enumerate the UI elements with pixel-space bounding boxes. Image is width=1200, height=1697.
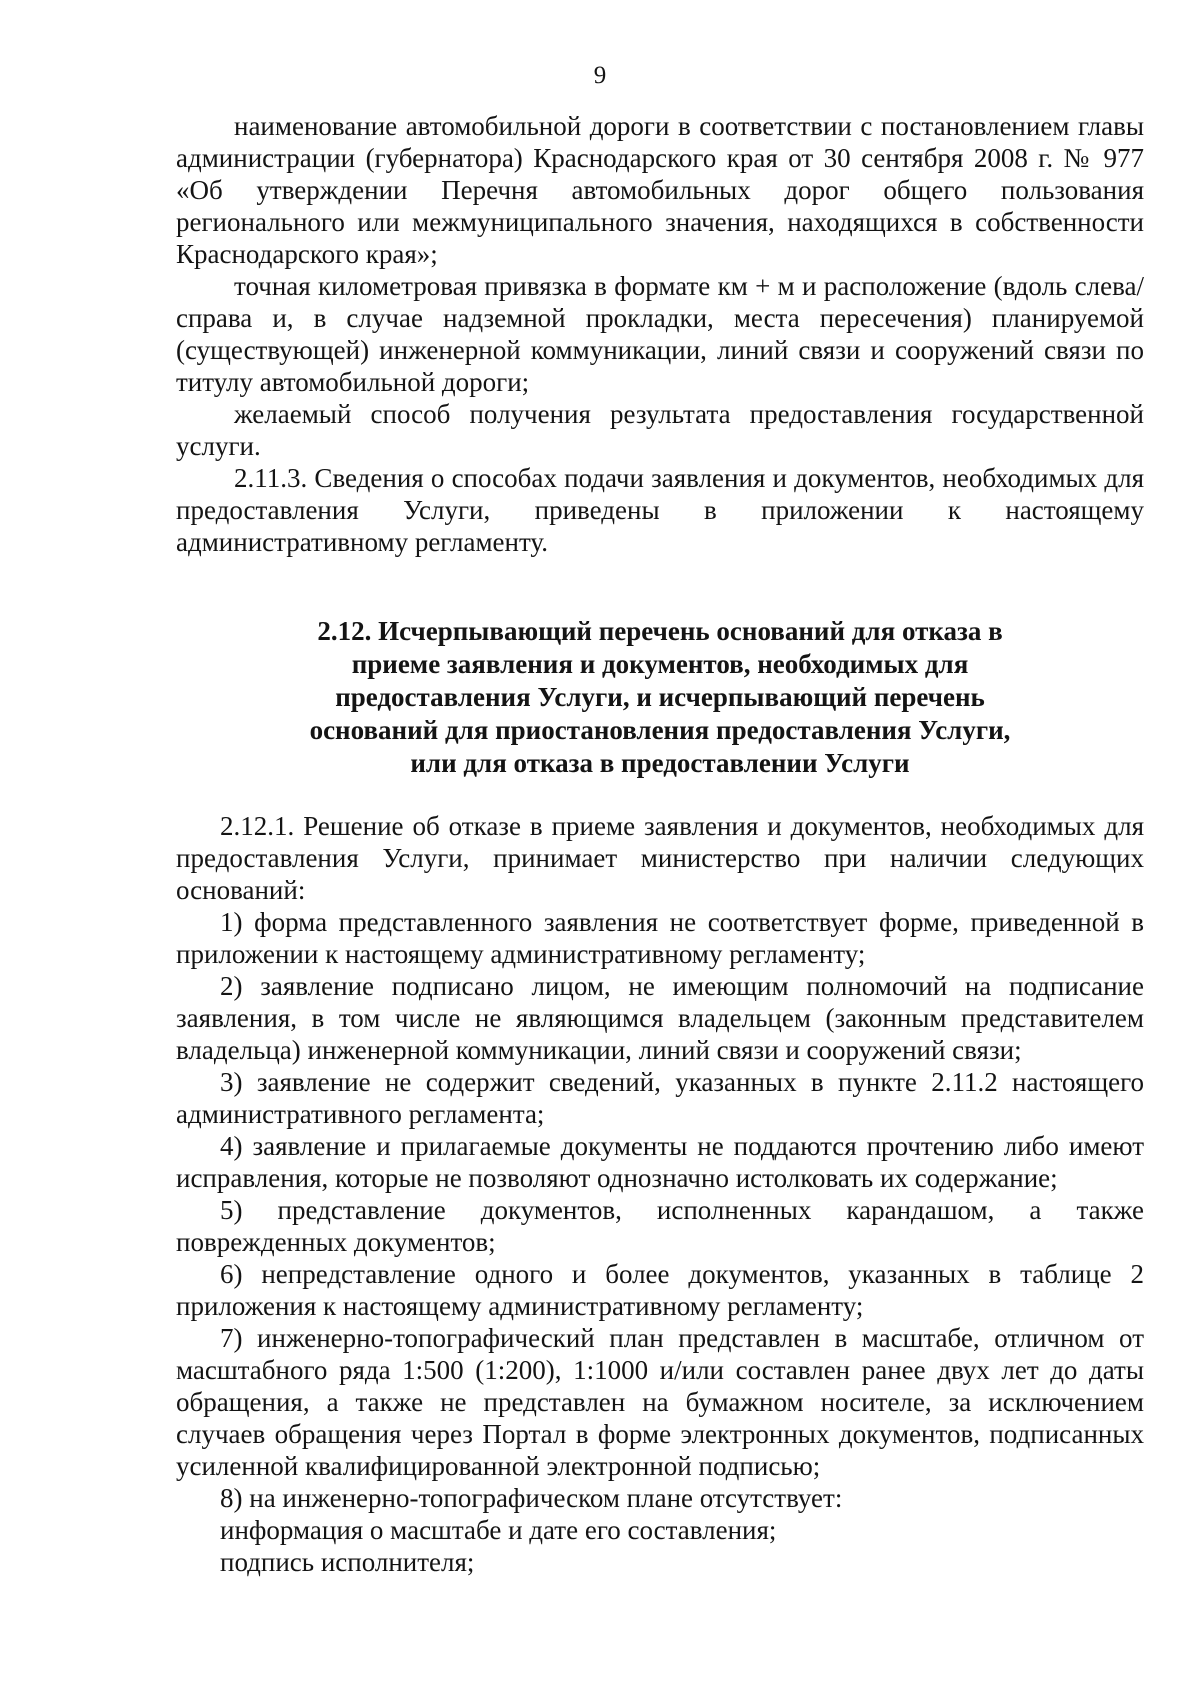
list-item: 4) заявление и прилагаемые документы не поддаются прочтению либо имеют исправления, которые не позволяют однозначно истолковать их содержание;: [176, 1131, 1144, 1193]
heading-line: оснований для приостановления предоставления Услуги,: [309, 715, 1011, 745]
paragraph: наименование автомобильной дороги в соответствии с постановлением главы администрации (губернатора) Краснодарского края от 30 сентября 2008 г. № 977 «Об утверждении Перечня автомобильных дорог общего пользования регионального или межмуниципального значения, находящихся в собственности Краснодарского края»;: [176, 111, 1144, 269]
heading-line: предоставления Услуги, и исчерпывающий перечень: [335, 682, 985, 712]
heading-line: 2.12. Исчерпывающий перечень оснований для отказа в: [317, 616, 1003, 646]
paragraph: 2.11.3. Сведения о способах подачи заявления и документов, необходимых для предоставления Услуги, приведены в приложении к настоящему административному регламенту.: [176, 463, 1144, 557]
list-item: 2) заявление подписано лицом, не имеющим полномочий на подписание заявления, в том числе не являющимся владельцем (законным представителем владельца) инженерной коммуникации, линий связи и сооружений связи;: [176, 971, 1144, 1065]
paragraph: точная километровая привязка в формате км + м и расположение (вдоль слева/справа и, в случае надземной прокладки, места пересечения) планируемой (существующей) инженерной коммуникации, линий связи и сооружений связи по титулу автомобильной дороги;: [176, 271, 1144, 397]
list-item: подпись исполнителя;: [220, 1547, 475, 1577]
list-item: 1) форма представленного заявления не соответствует форме, приведенной в приложении к настоящему административному регламенту;: [176, 907, 1144, 969]
heading-line: или для отказа в предоставлении Услуги: [410, 748, 910, 778]
page-number: 9: [593, 62, 607, 89]
list-item: 8) на инженерно-топографическом плане отсутствует:: [220, 1483, 843, 1513]
lower-text-block: [176, 810, 1144, 1578]
list-item: 6) непредставление одного и более документов, указанных в таблице 2 приложения к настоящему административному регламенту;: [176, 1259, 1144, 1321]
list-item: 5) представление документов, исполненных карандашом, а также поврежденных документов;: [176, 1195, 1144, 1257]
upper-text-block: [176, 110, 1144, 558]
section-heading: [255, 615, 1065, 780]
paragraph: желаемый способ получения результата предоставления государственной услуги.: [176, 399, 1144, 461]
paragraph: 2.12.1. Решение об отказе в приеме заявления и документов, необходимых для предоставления Услуги, принимает министерство при наличии следующих оснований:: [176, 811, 1144, 905]
list-item: 7) инженерно-топографический план представлен в масштабе, отличном от масштабного ряда 1:500 (1:200), 1:1000 и/или составлен ранее двух лет до даты обращения, а также не представлен на бумажном носителе, за исключением случаев обращения через Портал в форме электронных документов, подписанных усиленной квалифицированной электронной подписью;: [176, 1323, 1144, 1481]
list-item: 3) заявление не содержит сведений, указанных в пункте 2.11.2 настоящего административного регламента;: [176, 1067, 1144, 1129]
list-item: информация о масштабе и дате его составления;: [220, 1515, 777, 1545]
heading-line: приеме заявления и документов, необходимых для: [351, 649, 969, 679]
